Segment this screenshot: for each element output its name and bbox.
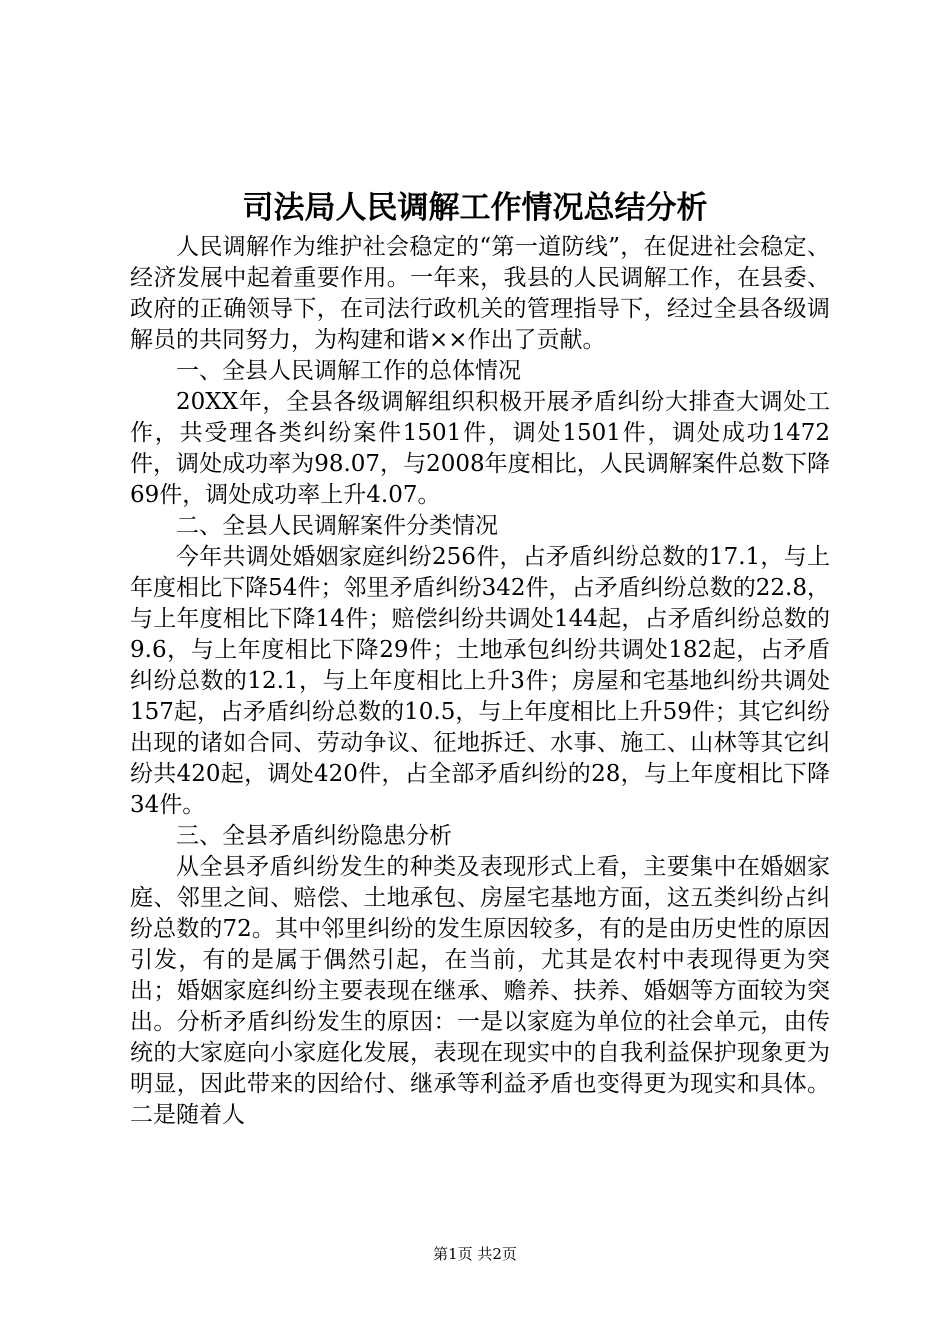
section-paragraph-1: 20XX年，全县各级调解组织积极开展矛盾纠纷大排查大调处工作，共受理各类纠纷案件1501件，调处1501件，调处成功1472件，调处成功率为98.07，与2008年度相比，人民调解案件总数下降69件，调处成功率上升4.07。 [130, 389, 830, 508]
section-heading-3: 三、全县矛盾纠纷隐患分析 [176, 823, 452, 849]
document-title: 司法局人民调解工作情况总结分析 [242, 190, 708, 226]
section-paragraph-2: 今年共调处婚姻家庭纠纷256件，占矛盾纠纷总数的17.1，与上年度相比下降54件；邻里矛盾纠纷342件，占矛盾纠纷总数的22.8，与上年度相比下降14件；赔偿纠纷共调处144起，占矛盾纠纷总数的9.6，与上年度相比下降29件；土地承包纠纷共调处182起，占矛盾纠纷总数的12.1，与上年度相比上升3件；房屋和宅基地纠纷共调处157起，占矛盾纠纷总数的10.5，与上年度相比上升59件；其它纠纷出现的诸如合同、劳动争议、征地拆迁、水事、施工、山林等其它纠纷共420起，调处420件，占全部矛盾纠纷的28，与上年度相比下降34件。 [130, 544, 830, 818]
section-heading-2: 二、全县人民调解案件分类情况 [176, 513, 498, 539]
intro-paragraph: 人民调解作为维护社会稳定的“第一道防线”，在促进社会稳定、经济发展中起着重要作用。一年来，我县的人民调解工作，在县委、政府的正确领导下，在司法行政机关的管理指导下，经过全县各级调解员的共同努力，为构建和谐××作出了贡献。 [130, 234, 830, 353]
document-body [130, 232, 830, 1131]
page-footer: 第1页 共2页 [433, 1245, 517, 1263]
section-paragraph-3: 从全县矛盾纠纷发生的种类及表现形式上看，主要集中在婚姻家庭、邻里之间、赔偿、土地承包、房屋宅基地方面，这五类纠纷占纠纷总数的72。其中邻里纠纷的发生原因较多，有的是由历史性的原因引发，有的是属于偶然引起，在当前，尤其是农村中表现得更为突出；婚姻家庭纠纷主要表现在继承、赡养、扶养、婚姻等方面较为突出。分析矛盾纠纷发生的原因：一是以家庭为单位的社会单元，由传统的大家庭向小家庭化发展，表现在现实中的自我利益保护现象更为明显，因此带来的因给付、继承等利益矛盾也变得更为现实和具体。二是随着人 [130, 854, 830, 1128]
section-heading-1: 一、全县人民调解工作的总体情况 [176, 358, 521, 384]
